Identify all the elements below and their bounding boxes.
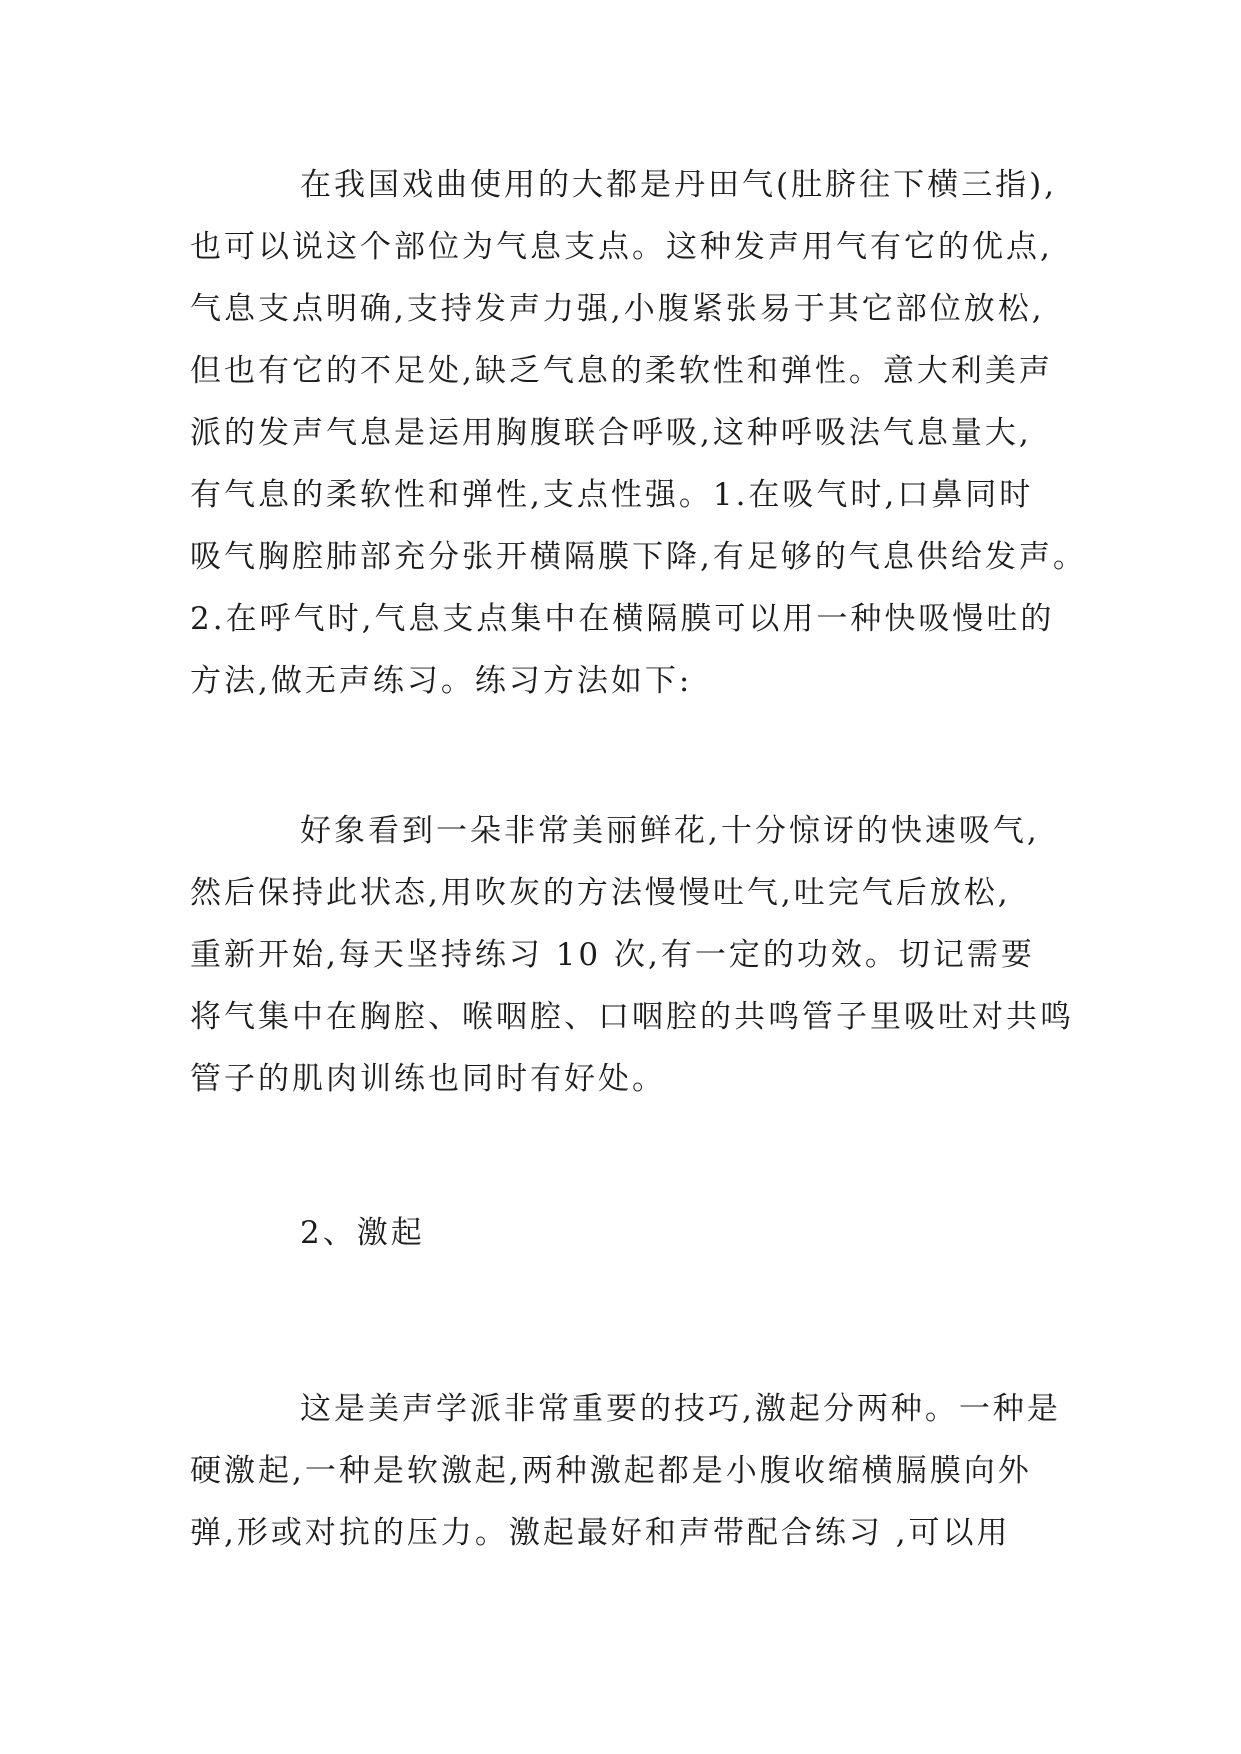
paragraph-line: 弹,形或对抗的压力。激起最好和声带配合练习 ,可以用 xyxy=(190,1515,1011,1551)
paragraph-line: 然后保持此状态,用吹灰的方法慢慢吐气,吐完气后放松, xyxy=(190,875,1011,911)
paragraph-line: 也可以说这个部位为气息支点。这种发声用气有它的优点, xyxy=(190,229,1053,265)
paragraph-line: 在我国戏曲使用的大都是丹田气(肚脐往下横三指), xyxy=(300,167,1058,203)
paragraph-line: 但也有它的不足处,缺乏气息的柔软性和弹性。意大利美声 xyxy=(190,353,1053,389)
paragraph-line: 好象看到一朵非常美丽鲜花,十分惊讶的快速吸气, xyxy=(300,813,1040,849)
section-heading xyxy=(190,1202,1070,1264)
paragraph-line: 有气息的柔软性和弹性,支点性强。1.在吸气时,口鼻同时 xyxy=(190,477,1034,513)
paragraph-line: 方法,做无声练习。练习方法如下: xyxy=(190,663,693,699)
paragraph-practice-method xyxy=(190,800,1074,1110)
paragraph-line: 吸气胸腔肺部充分张开横隔膜下降,有足够的气息供给发声。 xyxy=(190,539,1087,575)
paragraph-line: 管子的肌肉训练也同时有好处。 xyxy=(190,1061,666,1097)
paragraph-line: 2.在呼气时,气息支点集中在横隔膜可以用一种快吸慢吐的 xyxy=(190,601,1055,637)
paragraph-line: 气息支点明确,支持发声力强,小腹紧张易于其它部位放松, xyxy=(190,291,1045,327)
paragraph-line: 将气集中在胸腔、喉咽腔、口咽腔的共鸣管子里吸吐对共鸣 xyxy=(190,999,1074,1035)
paragraph-line: 这是美声学派非常重要的技巧,激起分两种。一种是 xyxy=(300,1391,1061,1427)
paragraph-line: 派的发声气息是运用胸腹联合呼吸,这种呼吸法气息量大, xyxy=(190,415,1032,451)
section-heading-text: 2、激起 xyxy=(300,1215,425,1251)
paragraph-attack-technique xyxy=(190,1378,1070,1564)
paragraph-dantian-breathing xyxy=(190,154,1087,712)
paragraph-line: 重新开始,每天坚持练习 10 次,有一定的功效。切记需要 xyxy=(190,937,1035,973)
paragraph-line: 硬激起,一种是软激起,两种激起都是小腹收缩横膈膜向外 xyxy=(190,1453,1032,1489)
